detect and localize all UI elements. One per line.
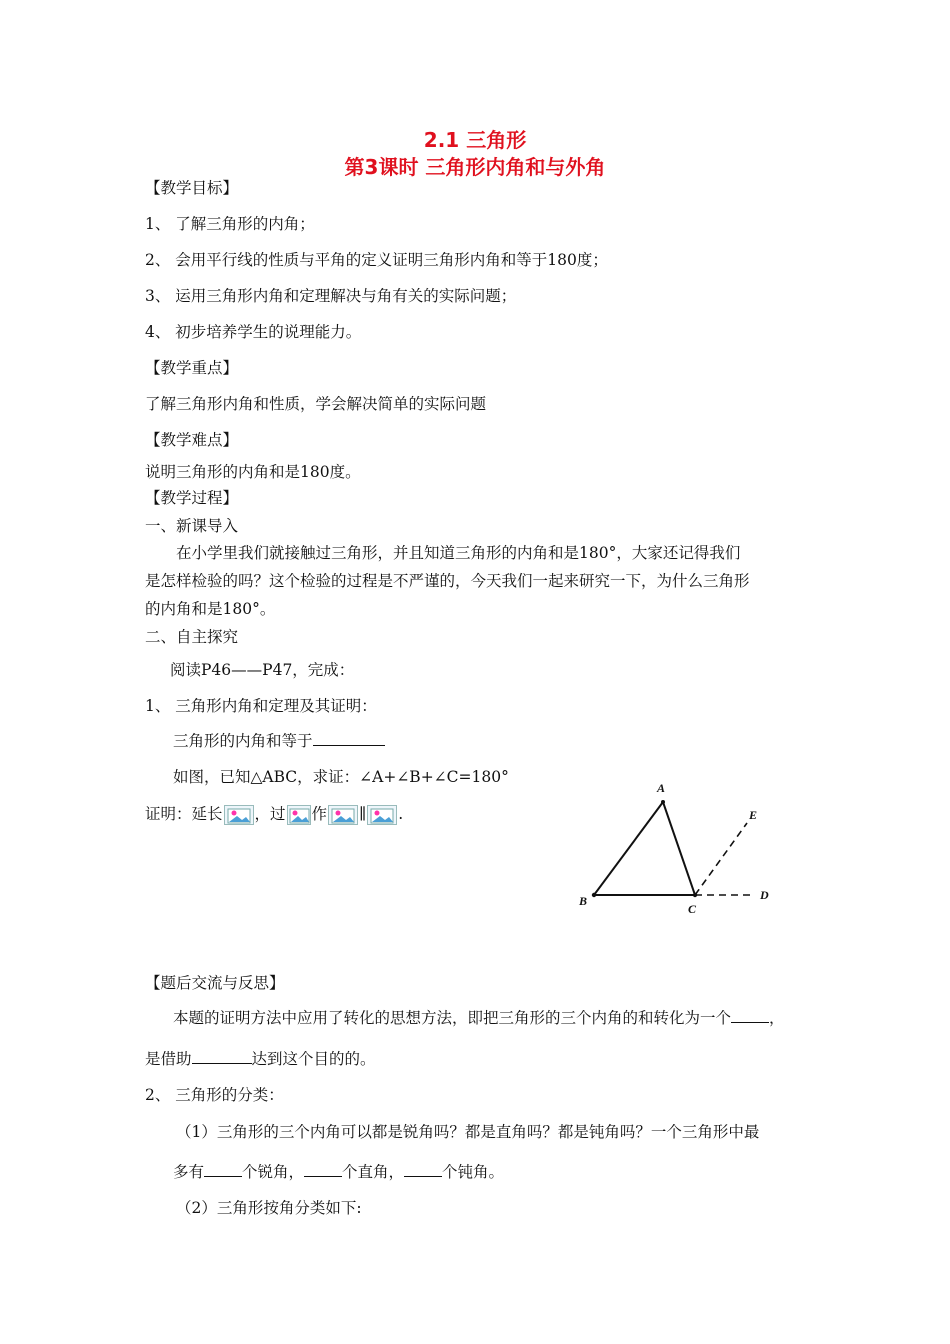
reflect-line-1 xyxy=(173,1008,785,1028)
label-b: B xyxy=(579,894,588,908)
q1-text-c: 个直角， xyxy=(342,1163,405,1181)
difficulty-text: 说明三角形的内角和是180度。 xyxy=(145,463,361,481)
part1-paragraph-line: 的内角和是180°。 xyxy=(145,600,276,618)
proof-parallel: ∥ xyxy=(359,805,367,823)
label-e: E xyxy=(749,808,758,822)
proof-comma-through: ，过 xyxy=(254,805,286,823)
sum-text: 三角形的内角和等于 xyxy=(173,732,313,750)
proof-end: . xyxy=(398,805,404,823)
goal-item: 1、 了解三角形的内角； xyxy=(145,215,315,233)
reflect-line-2 xyxy=(145,1049,376,1069)
label-a: A xyxy=(657,781,666,795)
image-placeholder-icon xyxy=(367,805,397,825)
item1: 1、 三角形内角和定理及其证明： xyxy=(145,697,377,715)
title-line-1: 2.1 三角形 xyxy=(423,128,527,152)
vertex-b xyxy=(592,893,596,897)
answer-blank[interactable] xyxy=(404,1162,442,1177)
proof-make: 作 xyxy=(311,805,328,823)
goal-item: 4、 初步培养学生的说理能力。 xyxy=(145,323,362,341)
label-d: D xyxy=(760,888,769,902)
goal-item: 2、 会用平行线的性质与平角的定义证明三角形内角和等于180度； xyxy=(145,251,608,269)
process-heading: 【教学过程】 xyxy=(145,489,239,507)
reflect-text-1: 本题的证明方法中应用了转化的思想方法，即把三角形的三个内角的和转化为一个 xyxy=(173,1009,732,1027)
image-placeholder-icon xyxy=(328,805,358,825)
q2-line: （2）三角形按角分类如下: xyxy=(176,1199,362,1217)
title-line-2: 第3课时 三角形内角和与外角 xyxy=(344,155,606,179)
vertex-c xyxy=(693,893,697,897)
q1-text-a: 多有 xyxy=(173,1163,205,1181)
key-heading: 【教学重点】 xyxy=(145,359,239,377)
ray-ce xyxy=(695,823,747,895)
q1-line-2 xyxy=(173,1162,504,1182)
difficulty-heading: 【教学难点】 xyxy=(145,431,239,449)
reflect-text-2-start: 是借助 xyxy=(145,1050,192,1068)
image-placeholder-icon xyxy=(224,805,254,825)
key-text: 了解三角形内角和性质，学会解决简单的实际问题 xyxy=(145,395,487,413)
item2: 2、 三角形的分类： xyxy=(145,1086,284,1104)
reflect-text-1-end: ， xyxy=(769,1009,785,1027)
q1-text-b: 个锐角， xyxy=(242,1163,305,1181)
goal-item: 3、 运用三角形内角和定理解决与角有关的实际问题； xyxy=(145,287,517,305)
goals-heading: 【教学目标】 xyxy=(145,179,239,197)
reflect-text-2-end: 达到这个目的的。 xyxy=(251,1050,376,1068)
answer-blank[interactable] xyxy=(731,1008,769,1023)
part1-heading: 一、新课导入 xyxy=(145,517,239,535)
image-placeholder-icon xyxy=(287,805,311,825)
q1-text-d: 个钝角。 xyxy=(442,1163,505,1181)
proof-line xyxy=(145,804,403,825)
answer-blank[interactable] xyxy=(313,731,385,746)
given-text: 如图，已知△ABC，求证：∠A+∠B+∠C=180° xyxy=(173,768,509,786)
vertex-a xyxy=(661,800,665,804)
sum-line xyxy=(173,731,385,751)
side-ab xyxy=(594,802,663,895)
triangle-figure xyxy=(570,775,790,920)
reflect-heading: 【题后交流与反思】 xyxy=(145,974,285,992)
part1-paragraph-line: 在小学里我们就接触过三角形，并且知道三角形的内角和是180°，大家还记得我们 xyxy=(176,544,741,562)
answer-blank[interactable] xyxy=(204,1162,242,1177)
answer-blank[interactable] xyxy=(304,1162,342,1177)
read-text: 阅读P46——P47，完成： xyxy=(170,661,355,679)
part1-paragraph-line: 是怎样检验的吗？这个检验的过程是不严谨的，今天我们一起来研究一下，为什么三角形 xyxy=(145,572,750,590)
q1-line-1: （1）三角形的三个内角可以都是锐角吗？都是直角吗？都是钝角吗？一个三角形中最 xyxy=(176,1123,760,1141)
proof-start: 证明：延长 xyxy=(145,805,223,823)
label-c: C xyxy=(688,902,697,916)
part2-heading: 二、自主探究 xyxy=(145,628,239,646)
side-ac xyxy=(663,802,695,895)
answer-blank[interactable] xyxy=(192,1049,252,1064)
